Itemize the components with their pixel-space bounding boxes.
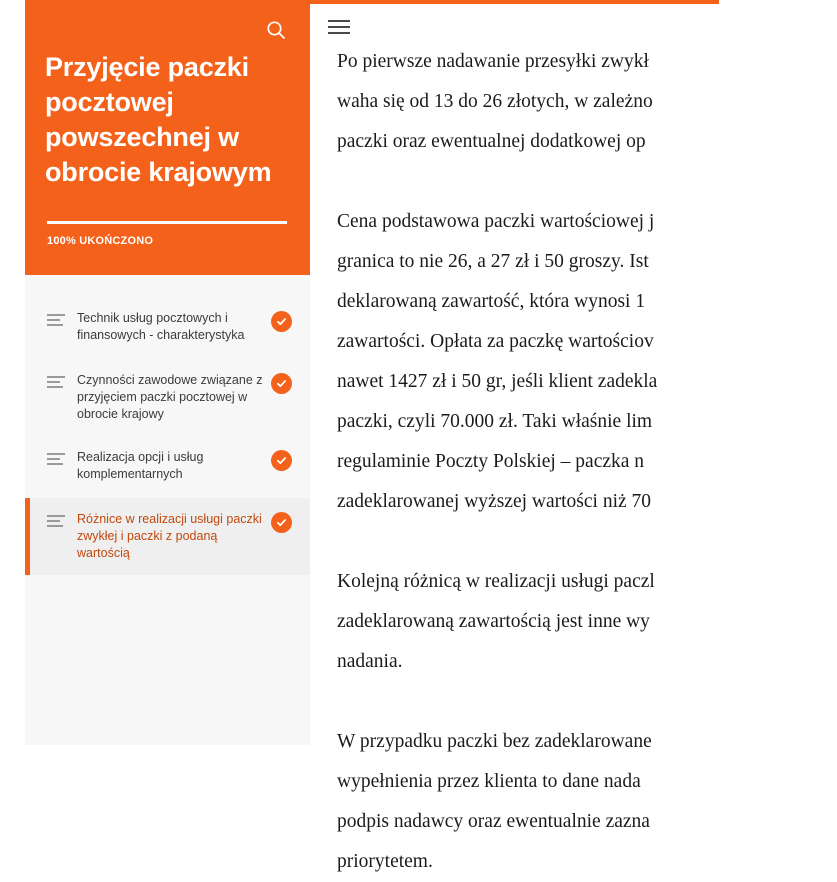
lesson-item-0[interactable] [25, 297, 310, 359]
lesson-article [337, 42, 837, 882]
lesson-complete-badge [271, 311, 292, 332]
text-line: deklarowaną zawartość, która wynosi 1 [337, 291, 646, 312]
lesson-item-label: Różnice w realizacji usługi paczki zwykłej i paczki z podaną wartością [77, 512, 262, 560]
search-icon [266, 20, 286, 40]
text-line: granica to nie 26, a 27 zł i 50 groszy. Ist [337, 251, 649, 272]
lesson-complete-badge [271, 512, 292, 533]
lesson-lines-icon [47, 376, 67, 391]
lesson-lines-icon [47, 453, 67, 468]
text-line: paczki oraz ewentualnej dodatkowej op [337, 131, 646, 152]
progress-label: 100% UKOŃCZONO [47, 235, 154, 247]
check-circle-icon [276, 455, 287, 466]
text-line: zadeklarowaną zawartością jest inne wy [337, 611, 650, 632]
lesson-item-1[interactable] [25, 359, 310, 436]
text-line: regulaminie Poczty Polskiej – paczka n [337, 451, 645, 472]
lesson-content [310, 0, 719, 872]
paragraph-2 [337, 562, 837, 682]
search-button[interactable] [260, 14, 292, 46]
course-title: Przyjęcie paczki pocztowej powszechnej w obrocie krajowym [45, 52, 272, 187]
text-line: nadania. [337, 651, 403, 672]
lesson-list [25, 275, 310, 575]
lesson-item-label: Czynności zawodowe związane z przyjęciem paczki pocztowej w obrocie krajowy [77, 373, 263, 421]
lesson-lines-icon [47, 515, 67, 530]
course-sidebar [25, 0, 310, 745]
check-circle-icon [276, 378, 287, 389]
text-line: Cena podstawowa paczki wartościowej j [337, 211, 655, 232]
text-line: zawartości. Opłata za paczkę wartościov [337, 331, 654, 352]
course-hero [25, 0, 310, 275]
text-line: W przypadku paczki bez zadeklarowane [337, 731, 652, 752]
lesson-complete-badge [271, 373, 292, 394]
text-line: waha się od 13 do 26 złotych, w zależno [337, 91, 653, 112]
lesson-lines-icon [47, 314, 67, 329]
progress-fill [47, 221, 287, 224]
check-circle-icon [276, 316, 287, 327]
lesson-complete-badge [271, 450, 292, 471]
paragraph-0 [337, 42, 837, 162]
text-line: Kolejną różnicą w realizacji usługi paczl [337, 571, 655, 592]
text-line: Po pierwsze nadawanie przesyłki zwykł [337, 51, 649, 72]
text-line: wypełnienia przez klienta to dane nada [337, 771, 641, 792]
text-line: nawet 1427 zł i 50 gr, jeśli klient zadekla [337, 371, 658, 392]
paragraph-1 [337, 202, 837, 522]
paragraph-3 [337, 722, 837, 882]
text-line: priorytetem. [337, 851, 433, 872]
lesson-item-2[interactable] [25, 436, 310, 498]
lesson-item-label: Realizacja opcji i usług komplementarnych [77, 450, 204, 481]
text-line: zadeklarowanej wyższej wartości niż 70 [337, 491, 652, 512]
lesson-item-label: Technik usług pocztowych i finansowych - charakterystyka [77, 311, 245, 342]
hamburger-menu-icon[interactable] [328, 20, 352, 38]
check-circle-icon [276, 517, 287, 528]
accent-topbar [310, 0, 719, 4]
text-line: podpis nadawcy oraz ewentualnie zazna [337, 811, 650, 832]
lesson-item-3[interactable] [25, 498, 310, 575]
text-line: paczki, czyli 70.000 zł. Taki właśnie lim [337, 411, 653, 432]
progress-track [47, 221, 287, 224]
course-progress [47, 221, 287, 247]
